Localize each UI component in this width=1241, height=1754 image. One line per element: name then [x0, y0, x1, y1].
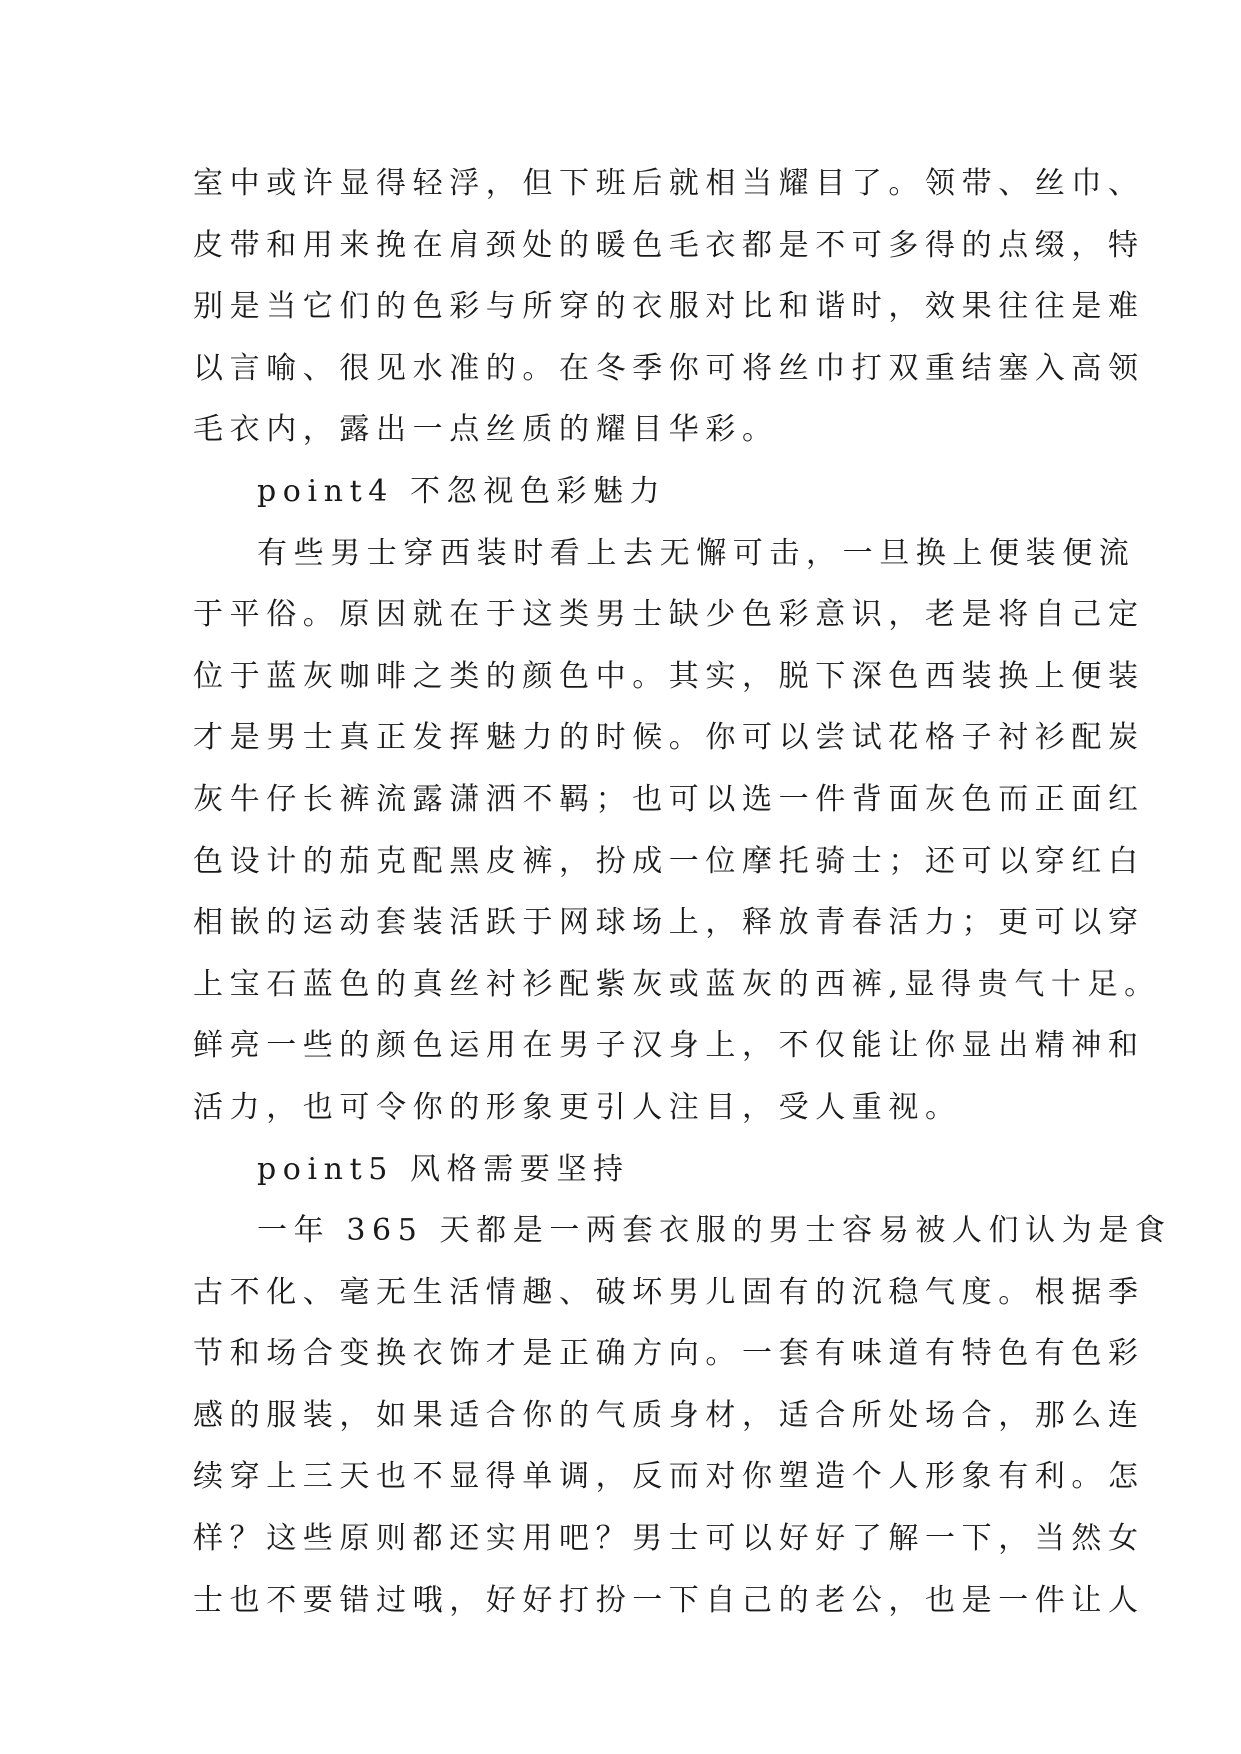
paragraph-start-line: 一年 365 天都是一两套衣服的男士容易被人们认为是食 [257, 1213, 1172, 1249]
text-line: 感的服装，如果适合你的气质身材，适合所处场合，那么连 [193, 1397, 1145, 1433]
text-line: 上宝石蓝色的真丝衬衫配紫灰或蓝灰的西裤,显得贵气十足。 [193, 966, 1161, 1002]
text-line: 古不化、毫无生活情趣、破坏男儿固有的沉稳气度。根据季 [193, 1274, 1145, 1310]
body-text [193, 153, 1172, 1631]
section-heading-point4: point4 不忽视色彩魅力 [257, 473, 667, 509]
text-line: 位于蓝灰咖啡之类的颜色中。其实，脱下深色西装换上便装 [193, 658, 1145, 694]
text-line: 毛衣内，露出一点丝质的耀目华彩。 [193, 412, 779, 448]
text-line: 士也不要错过哦，好好打扮一下自己的老公，也是一件让人 [193, 1582, 1145, 1618]
text-line: 相嵌的运动套装活跃于网球场上，释放青春活力；更可以穿 [193, 905, 1145, 941]
text-line: 色设计的茄克配黑皮裤，扮成一位摩托骑士；还可以穿红白 [193, 843, 1145, 879]
section-heading-point5: point5 风格需要坚持 [257, 1151, 630, 1187]
text-line: 续穿上三天也不显得单调，反而对你塑造个人形象有利。怎 [193, 1459, 1145, 1495]
text-line: 灰牛仔长裤流露潇洒不羁；也可以选一件背面灰色而正面红 [193, 781, 1145, 817]
text-line: 以言喻、很见水准的。在冬季你可将丝巾打双重结塞入高领 [193, 350, 1145, 386]
text-line: 室中或许显得轻浮，但下班后就相当耀目了。领带、丝巾、 [193, 166, 1145, 201]
text-line: 别是当它们的色彩与所穿的衣服对比和谐时，效果往往是难 [193, 289, 1145, 325]
text-line: 活力，也可令你的形象更引人注目，受人重视。 [193, 1089, 962, 1125]
text-line: 节和场合变换衣饰才是正确方向。一套有味道有特色有色彩 [193, 1336, 1145, 1372]
text-line: 于平俗。原因就在于这类男士缺少色彩意识，老是将自己定 [193, 597, 1145, 633]
text-line: 皮带和用来挽在肩颈处的暖色毛衣都是不可多得的点缀，特 [193, 227, 1145, 263]
text-line: 样？这些原则都还实用吧？男士可以好好了解一下，当然女 [193, 1521, 1145, 1557]
text-line: 鲜亮一些的颜色运用在男子汉身上，不仅能让你显出精神和 [193, 1028, 1145, 1064]
paragraph-start-line: 有些男士穿西装时看上去无懈可击，一旦换上便装便流 [257, 535, 1136, 571]
text-line: 才是男士真正发挥魅力的时候。你可以尝试花格子衬衫配炭 [193, 720, 1145, 756]
